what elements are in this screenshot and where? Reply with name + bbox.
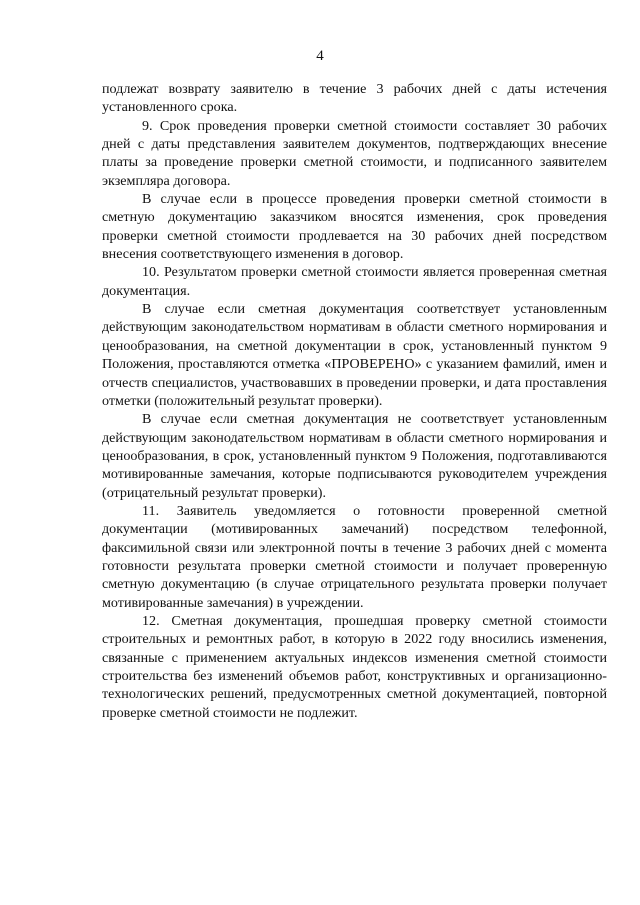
page-number: 4 [316,48,324,64]
document-body [102,80,607,722]
paragraph-item-10-positive: В случае если сметная документация соответствует установленным действующим законодательством нормативам в области сметного нормирования и ценообразования, на сметной документации в срок, установленный пунктом 9 Положения, проставляются отметка «ПРОВЕРЕНО» с указанием фамилий, имен и отчеств специалистов, участвовавших в проведении проверки, и дата проставления отметки (положительный результат проверки). [102,301,607,409]
paragraph-continuation: подлежат возврату заявителю в течение 3 рабочих дней с даты истечения установленного срока. [102,81,607,116]
paragraph-item-10: 10. Результатом проверки сметной стоимости является проверенная сметная документация. [102,264,607,299]
paragraph-item-9: 9. Срок проведения проверки сметной стоимости составляет 30 рабочих дней с даты представления заявителем документов, подтверждающих внесение платы за проведение проверки сметной стоимости, и подписанного заявителем экземпляра договора. [102,117,607,189]
paragraph-item-12: 12. Сметная документация, прошедшая проверку сметной стоимости строительных и ремонтных работ, в которую в 2022 году вносились изменения, связанные с применением актуальных индексов изменения сметной стоимости строительства без изменений объемов работ, конструктивных и организационно-технологических решений, предусмотренных сметной документацией, повторной проверке сметной стоимости не подлежит. [102,612,607,721]
paragraph-item-9-changes: В случае если в процессе проведения проверки сметной стоимости в сметную документацию заказчиком вносятся изменения, срок проведения проверки сметной стоимости продлевается на 30 рабочих дней посредством внесения соответствующего изменения в договор. [102,191,607,263]
paragraph-item-10-negative: В случае если сметная документация не соответствует установленным действующим законодательством нормативам в области сметного нормирования и ценообразования, в срок, установленный пунктом 9 Положения, подготавливаются мотивированные замечания, которые подписываются руководителем учреждения (отрицательный результат проверки). [102,411,607,501]
paragraph-item-11: 11. Заявитель уведомляется о готовности проверенной сметной документации (мотивированных замечаний) посредством телефонной, факсимильной связи или электронной почты в течение 3 рабочих дней с момента готовности результата проверки сметной стоимости и получает проверенную сметную документацию (в случае отрицательного результата проверки получает мотивированные замечания) в учреждении. [102,502,607,611]
